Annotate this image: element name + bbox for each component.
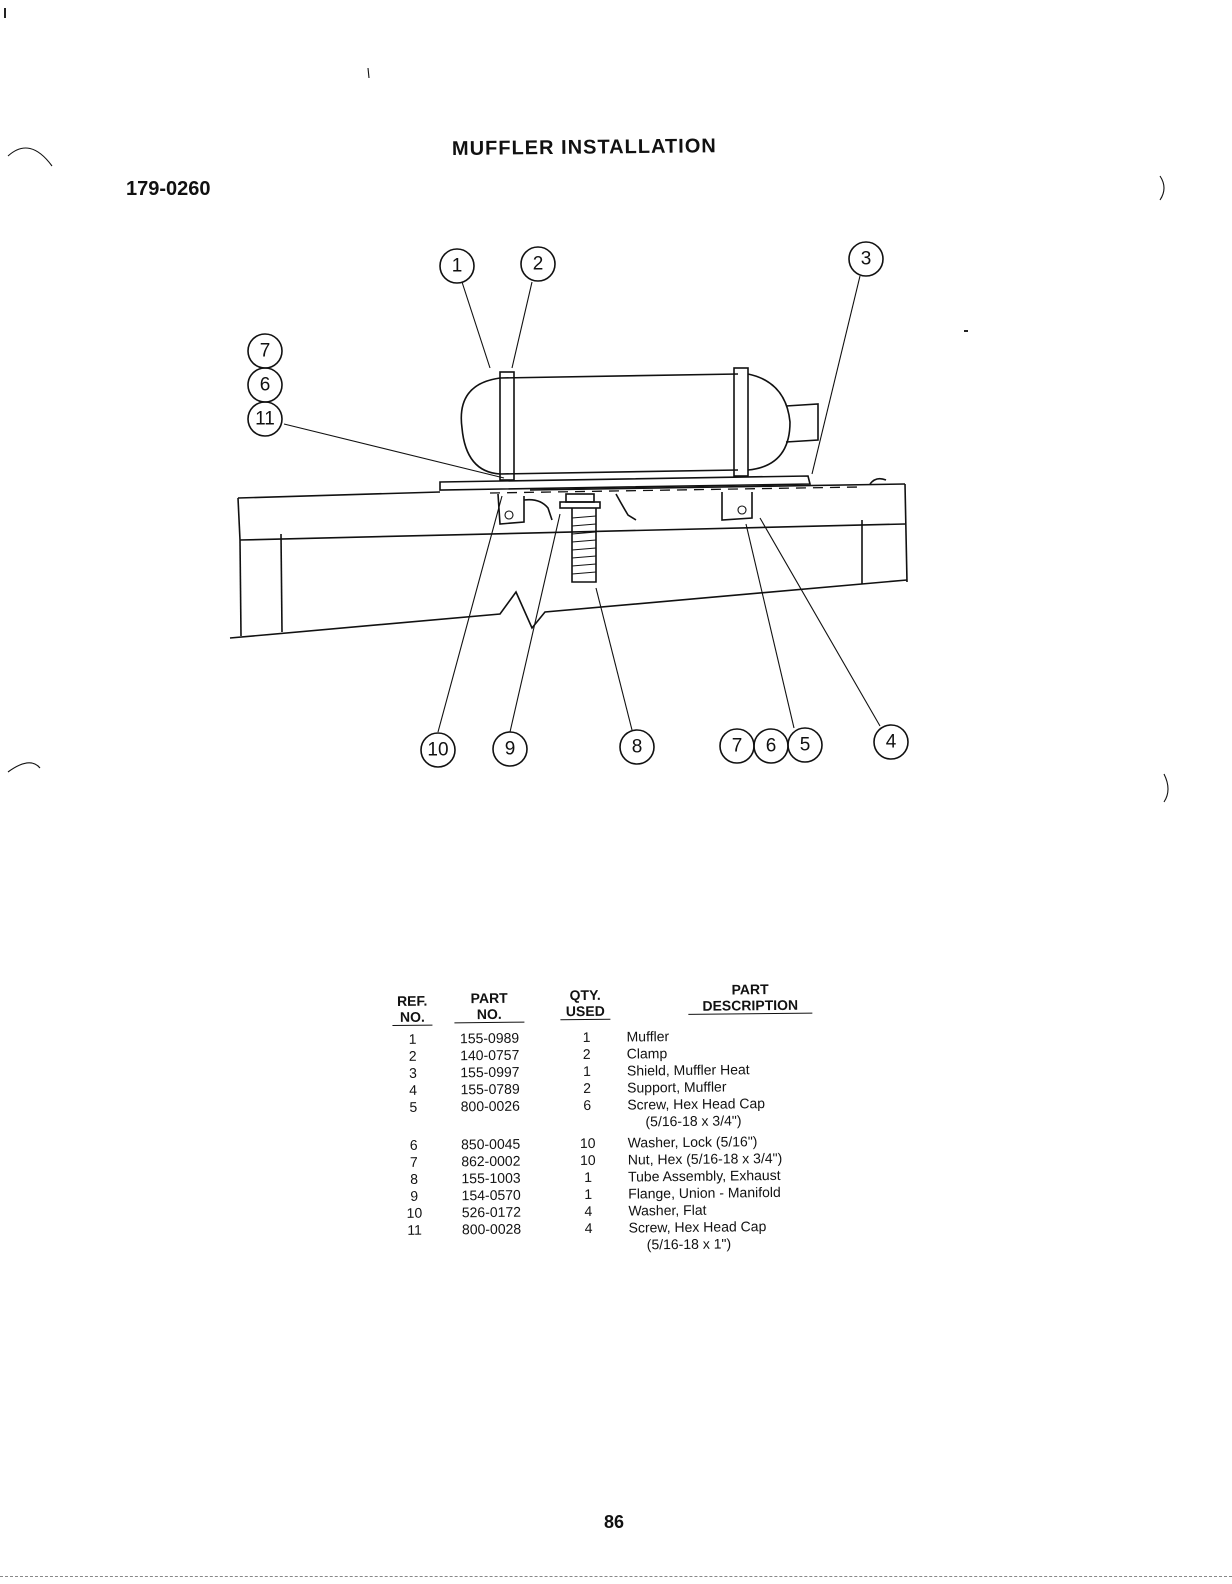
page-number: 86 <box>604 1512 625 1532</box>
leader-lines <box>284 276 880 732</box>
scan-speck <box>964 330 968 332</box>
callout-4-label: 4 <box>885 731 897 753</box>
row-qty: 2 <box>582 1045 591 1063</box>
row-ref: 1 <box>408 1030 417 1047</box>
header-qty <box>560 987 610 1021</box>
model-number: 179-0260 <box>126 178 211 200</box>
callout-9 <box>493 732 527 766</box>
callout-8-label: 8 <box>631 736 643 758</box>
row-part-no: 155-0997 <box>460 1063 520 1081</box>
row-part-no: 800-0028 <box>461 1220 522 1238</box>
header-description <box>688 981 812 1015</box>
scan-artifacts <box>8 68 1168 802</box>
row-ref: 7 <box>409 1153 418 1170</box>
row-description: Washer, Lock (5/16") <box>627 1133 758 1151</box>
row-description: Screw, Hex Head Cap <box>628 1218 767 1236</box>
row-description: Tube Assembly, Exhaust <box>627 1166 781 1185</box>
row-ref: 8 <box>410 1170 419 1187</box>
row-description: Clamp <box>626 1045 668 1062</box>
row-part-no: 850-0045 <box>461 1135 521 1153</box>
row-ref: 9 <box>410 1187 419 1204</box>
callout-11-left-label: 11 <box>255 408 275 430</box>
row-ref: 5 <box>409 1098 418 1115</box>
callout-7-bottom-label: 7 <box>731 735 743 757</box>
row-ref: 10 <box>406 1204 423 1221</box>
row-qty: 4 <box>584 1219 593 1236</box>
row-description: Shield, Muffler Heat <box>626 1061 750 1079</box>
header-part-line2: NO. <box>454 1006 524 1024</box>
callout-11-left <box>248 402 282 436</box>
row-description: Nut, Hex (5/16-18 x 3/4") <box>627 1149 783 1168</box>
row-ref: 11 <box>407 1221 422 1238</box>
row-description: Flange, Union - Manifold <box>628 1183 781 1202</box>
callout-6-bottom-label: 6 <box>765 735 777 757</box>
row-part-no: 155-0789 <box>460 1080 520 1098</box>
row-part-no: 155-0989 <box>459 1029 520 1047</box>
muffler <box>461 368 818 480</box>
parts-table <box>392 978 842 1253</box>
row-ref: 6 <box>409 1136 418 1153</box>
header-qty-line1: QTY. <box>569 986 601 1004</box>
row-description: Screw, Hex Head Cap <box>627 1095 766 1113</box>
row-ref: 4 <box>409 1081 418 1098</box>
header-qty-line2: USED <box>560 1003 610 1021</box>
row-description: Washer, Flat <box>628 1201 707 1219</box>
table-row-continuation <box>395 1234 845 1256</box>
row-part-no: 526-0172 <box>461 1203 522 1221</box>
row-qty: 1 <box>582 1028 591 1046</box>
row-ref: 2 <box>408 1047 417 1064</box>
header-ref-line1: REF. <box>396 992 428 1009</box>
callout-3 <box>849 242 883 276</box>
row-qty: 10 <box>579 1134 596 1152</box>
callout-8 <box>620 730 654 764</box>
row-qty: 1 <box>582 1062 591 1080</box>
row-qty: 6 <box>583 1096 592 1114</box>
header-part-line1: PART <box>470 989 508 1007</box>
row-part-no: 862-0002 <box>461 1152 521 1170</box>
header-ref-line2: NO. <box>392 1009 432 1026</box>
row-description: Support, Muffler <box>627 1078 727 1096</box>
row-part-no: 154-0570 <box>461 1186 521 1204</box>
row-qty: 1 <box>584 1185 593 1202</box>
header-desc-line2: DESCRIPTION <box>688 997 812 1015</box>
frame-structure <box>230 484 907 638</box>
row-part-no: 155-1003 <box>461 1169 521 1187</box>
callout-9-label: 9 <box>504 738 516 760</box>
row-part-no: 800-0026 <box>460 1097 520 1115</box>
row-qty: 10 <box>579 1151 596 1169</box>
row-part-no: 140-0757 <box>460 1046 520 1064</box>
row-description: Muffler <box>626 1028 670 1045</box>
header-desc-line1: PART <box>731 981 769 998</box>
scan-edge-line <box>0 1576 1232 1578</box>
callout-6-bottom <box>754 729 788 763</box>
callout-2-label: 2 <box>532 253 544 275</box>
callout-7-bottom <box>720 729 754 763</box>
callout-10 <box>421 733 455 767</box>
row-qty: 1 <box>584 1168 593 1185</box>
callout-10-label: 10 <box>427 739 449 761</box>
callout-5-bottom-label: 5 <box>799 734 811 756</box>
callout-7-left <box>248 334 282 368</box>
row-qty: 2 <box>583 1079 592 1097</box>
exhaust-tube <box>560 494 600 582</box>
callout-7-left-label: 7 <box>259 340 271 362</box>
callout-4 <box>874 725 908 759</box>
callout-1 <box>440 249 474 283</box>
row-ref: 3 <box>408 1064 417 1081</box>
header-ref <box>392 993 432 1026</box>
callout-2 <box>521 247 555 281</box>
callout-3-label: 3 <box>860 248 872 270</box>
scan-speck <box>4 8 6 18</box>
row-description-continued: (5/16-18 x 1") <box>646 1235 732 1253</box>
callout-6-left <box>248 368 282 402</box>
row-description-continued: (5/16-18 x 3/4") <box>645 1112 742 1130</box>
header-part-no <box>454 990 524 1024</box>
callout-5-bottom <box>788 728 822 762</box>
callout-1-label: 1 <box>451 255 463 277</box>
callout-6-left-label: 6 <box>259 374 271 396</box>
page-title: MUFFLER INSTALLATION <box>451 135 717 160</box>
row-qty: 4 <box>584 1202 593 1219</box>
table-row-continuation <box>393 1111 843 1133</box>
